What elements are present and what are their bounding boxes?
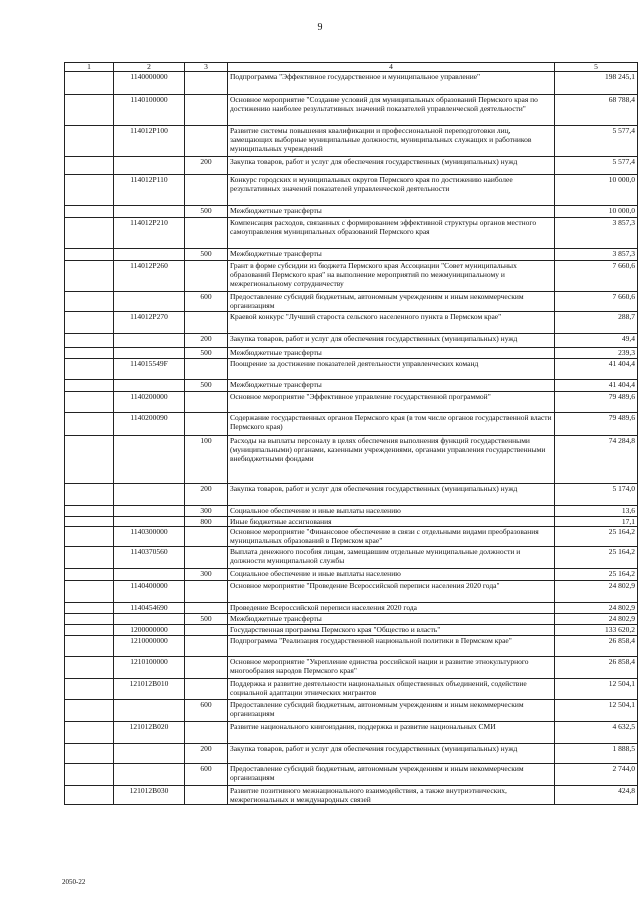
table-row [65, 261, 638, 292]
amount-cell: 7 660,6 [555, 292, 638, 312]
row-index-cell [65, 348, 114, 359]
expense-type-code-cell [185, 359, 228, 380]
item-name-cell: Закупка товаров, работ и услуг для обеспечения государственных (муниципальных) нужд [228, 157, 555, 175]
row-index-cell [65, 722, 114, 744]
table-row [65, 484, 638, 506]
table-row [65, 359, 638, 380]
expense-type-code-cell [185, 625, 228, 636]
target-article-code-cell [114, 249, 185, 261]
amount-cell: 5 174,0 [555, 484, 638, 506]
table-row [65, 614, 638, 625]
item-name-cell: Проведение Всероссийской переписи населения 2020 года [228, 603, 555, 614]
target-article-code-cell: 1210000000 [114, 636, 185, 657]
row-index-cell [65, 261, 114, 292]
table-row [65, 722, 638, 744]
item-name-cell: Закупка товаров, работ и услуг для обеспечения государственных (муниципальных) нужд [228, 744, 555, 764]
row-index-cell [65, 359, 114, 380]
target-article-code-cell [114, 506, 185, 517]
row-index-cell [65, 786, 114, 805]
item-name-cell: Развитие системы повышения квалификации и профессиональной переподготовки лиц, замещающих выборные муниципальные должности, муниципальных служащих и работников муниципальных учреждений [228, 126, 555, 157]
expense-type-code-cell: 600 [185, 700, 228, 722]
item-name-cell: Поощрение за достижение показателей деятельности управленческих команд [228, 359, 555, 380]
expense-type-code-cell: 500 [185, 380, 228, 392]
table-row [65, 175, 638, 206]
row-index-cell [65, 527, 114, 547]
target-article-code-cell [114, 700, 185, 722]
expense-type-code-cell [185, 95, 228, 126]
amount-cell: 25 164,2 [555, 547, 638, 569]
table-row [65, 636, 638, 657]
amount-cell: 5 577,4 [555, 126, 638, 157]
target-article-code-cell [114, 380, 185, 392]
expense-type-code-cell [185, 722, 228, 744]
target-article-code-cell [114, 764, 185, 786]
item-name-cell: Краевой конкурс "Лучший староста сельского населенного пункта в Пермском крае" [228, 312, 555, 334]
amount-cell: 3 857,3 [555, 218, 638, 249]
amount-cell: 1 888,5 [555, 744, 638, 764]
expense-type-code-cell [185, 636, 228, 657]
expense-type-code-cell [185, 312, 228, 334]
item-name-cell: Межбюджетные трансферты [228, 206, 555, 218]
row-index-cell [65, 700, 114, 722]
item-name-cell: Закупка товаров, работ и услуг для обеспечения государственных (муниципальных) нужд [228, 334, 555, 348]
table-row [65, 657, 638, 679]
target-article-code-cell: 114015549F [114, 359, 185, 380]
target-article-code-cell [114, 517, 185, 527]
expense-type-code-cell [185, 547, 228, 569]
amount-cell: 13,6 [555, 506, 638, 517]
item-name-cell: Конкурс городских и муниципальных округов Пермского края по достижению наиболее результативных значений показателей управленческой деятельности [228, 175, 555, 206]
item-name-cell: Грант в форме субсидии из бюджета Пермского края Ассоциации "Совет муниципальных образований Пермского края" на выполнение мероприятий по межмуниципальному и межрегиональному сотрудничеству [228, 261, 555, 292]
row-index-cell [65, 380, 114, 392]
row-index-cell [65, 581, 114, 603]
amount-cell: 24 802,9 [555, 614, 638, 625]
column-header-1: 1 [65, 63, 114, 72]
expense-type-code-cell: 200 [185, 484, 228, 506]
expense-type-code-cell [185, 657, 228, 679]
item-name-cell: Компенсация расходов, связанных с формированием эффективной структуры органов местного самоуправления муниципальных образований Пермского края [228, 218, 555, 249]
expense-type-code-cell [185, 218, 228, 249]
amount-cell: 12 504,1 [555, 679, 638, 700]
amount-cell: 79 489,6 [555, 392, 638, 413]
table-row [65, 334, 638, 348]
amount-cell: 41 404,4 [555, 380, 638, 392]
expense-type-code-cell [185, 392, 228, 413]
item-name-cell: Межбюджетные трансферты [228, 614, 555, 625]
item-name-cell: Подпрограмма "Эффективное государственное и муниципальное управление" [228, 72, 555, 95]
row-index-cell [65, 312, 114, 334]
row-index-cell [65, 157, 114, 175]
row-index-cell [65, 126, 114, 157]
target-article-code-cell: 1140200090 [114, 413, 185, 436]
table-row [65, 95, 638, 126]
table-row [65, 569, 638, 581]
target-article-code-cell: 1140100000 [114, 95, 185, 126]
row-index-cell [65, 625, 114, 636]
table-header-row [65, 63, 638, 72]
item-name-cell: Основное мероприятие "Укрепление единства российской нации и развитие этнокультурного многообразия народов Пермского края" [228, 657, 555, 679]
expense-type-code-cell: 100 [185, 436, 228, 484]
target-article-code-cell [114, 484, 185, 506]
table-row [65, 413, 638, 436]
item-name-cell: Расходы на выплаты персоналу в целях обеспечения выполнения функций государственными (муниципальными) органами, казенными учреждениями, органами управления государственными внебюджетными фондами [228, 436, 555, 484]
row-index-cell [65, 413, 114, 436]
target-article-code-cell [114, 614, 185, 625]
amount-cell: 4 632,5 [555, 722, 638, 744]
target-article-code-cell: 1140370560 [114, 547, 185, 569]
amount-cell: 68 788,4 [555, 95, 638, 126]
item-name-cell: Основное мероприятие "Финансовое обеспечение в связи с отдельными видами преобразования муниципальных образований в Пермском крае" [228, 527, 555, 547]
expense-type-code-cell [185, 786, 228, 805]
table-row [65, 764, 638, 786]
table-row [65, 547, 638, 569]
item-name-cell: Подпрограмма "Реализация государственной национальной политики в Пермском крае" [228, 636, 555, 657]
row-index-cell [65, 292, 114, 312]
target-article-code-cell: 1140000000 [114, 72, 185, 95]
target-article-code-cell [114, 348, 185, 359]
item-name-cell: Основное мероприятие "Создание условий для муниципальных образований Пермского края по достижению наиболее результативных значений показателей управленческой деятельности" [228, 95, 555, 126]
column-header-3: 3 [185, 63, 228, 72]
expense-type-code-cell: 500 [185, 206, 228, 218]
expense-type-code-cell [185, 527, 228, 547]
table-row [65, 206, 638, 218]
item-name-cell: Закупка товаров, работ и услуг для обеспечения государственных (муниципальных) нужд [228, 484, 555, 506]
item-name-cell: Предоставление субсидий бюджетным, автономным учреждениям и иным некоммерческим организациям [228, 292, 555, 312]
target-article-code-cell: 121012B010 [114, 679, 185, 700]
table-row [65, 700, 638, 722]
row-index-cell [65, 569, 114, 581]
amount-cell: 133 620,2 [555, 625, 638, 636]
target-article-code-cell: 1140300000 [114, 527, 185, 547]
amount-cell: 25 164,2 [555, 569, 638, 581]
item-name-cell: Предоставление субсидий бюджетным, автономным учреждениям и иным некоммерческим организациям [228, 700, 555, 722]
item-name-cell: Основное мероприятие "Проведение Всероссийской переписи населения 2020 года" [228, 581, 555, 603]
expense-type-code-cell [185, 603, 228, 614]
amount-cell: 25 164,2 [555, 527, 638, 547]
table-row [65, 292, 638, 312]
table-row [65, 506, 638, 517]
amount-cell: 17,1 [555, 517, 638, 527]
amount-cell: 10 000,0 [555, 175, 638, 206]
target-article-code-cell: 114012P260 [114, 261, 185, 292]
expense-type-code-cell: 600 [185, 764, 228, 786]
target-article-code-cell: 1140454690 [114, 603, 185, 614]
table-row [65, 436, 638, 484]
target-article-code-cell [114, 436, 185, 484]
amount-cell: 424,8 [555, 786, 638, 805]
row-index-cell [65, 436, 114, 484]
amount-cell: 24 802,9 [555, 581, 638, 603]
table-row [65, 348, 638, 359]
row-index-cell [65, 614, 114, 625]
expense-type-code-cell: 200 [185, 334, 228, 348]
table-row [65, 517, 638, 527]
amount-cell: 10 000,0 [555, 206, 638, 218]
row-index-cell [65, 218, 114, 249]
expense-type-code-cell: 300 [185, 506, 228, 517]
item-name-cell: Межбюджетные трансферты [228, 380, 555, 392]
amount-cell: 2 744,0 [555, 764, 638, 786]
table-row [65, 527, 638, 547]
row-index-cell [65, 249, 114, 261]
table-row [65, 218, 638, 249]
table-row [65, 679, 638, 700]
page-number: 9 [317, 22, 323, 33]
item-name-cell: Социальное обеспечение и иные выплаты населению [228, 569, 555, 581]
row-index-cell [65, 392, 114, 413]
item-name-cell: Выплата денежного пособия лицам, замещавшим отдельные муниципальные должности и должности муниципальной службы [228, 547, 555, 569]
expense-type-code-cell [185, 175, 228, 206]
row-index-cell [65, 657, 114, 679]
expense-type-code-cell [185, 72, 228, 95]
amount-cell: 49,4 [555, 334, 638, 348]
amount-cell: 79 489,6 [555, 413, 638, 436]
row-index-cell [65, 547, 114, 569]
amount-cell: 198 245,1 [555, 72, 638, 95]
target-article-code-cell: 1140200000 [114, 392, 185, 413]
amount-cell: 74 284,8 [555, 436, 638, 484]
row-index-cell [65, 517, 114, 527]
expense-type-code-cell [185, 261, 228, 292]
row-index-cell [65, 764, 114, 786]
item-name-cell: Содержание государственных органов Пермского края (в том числе органов государственной власти Пермского края) [228, 413, 555, 436]
target-article-code-cell [114, 334, 185, 348]
target-article-code-cell: 114012P210 [114, 218, 185, 249]
budget-table [64, 62, 638, 805]
expense-type-code-cell: 600 [185, 292, 228, 312]
table-row [65, 603, 638, 614]
row-index-cell [65, 506, 114, 517]
row-index-cell [65, 744, 114, 764]
target-article-code-cell: 1210100000 [114, 657, 185, 679]
expense-type-code-cell [185, 126, 228, 157]
row-index-cell [65, 95, 114, 126]
table-row [65, 392, 638, 413]
target-article-code-cell: 121012B030 [114, 786, 185, 805]
item-name-cell: Развитие национального книгоиздания, поддержка и развитие национальных СМИ [228, 722, 555, 744]
expense-type-code-cell: 500 [185, 348, 228, 359]
amount-cell: 3 857,3 [555, 249, 638, 261]
row-index-cell [65, 175, 114, 206]
target-article-code-cell: 114012P270 [114, 312, 185, 334]
target-article-code-cell [114, 157, 185, 175]
target-article-code-cell: 121012B020 [114, 722, 185, 744]
target-article-code-cell [114, 292, 185, 312]
row-index-cell [65, 679, 114, 700]
amount-cell: 26 858,4 [555, 657, 638, 679]
table-row [65, 72, 638, 95]
target-article-code-cell [114, 569, 185, 581]
row-index-cell [65, 636, 114, 657]
item-name-cell: Межбюджетные трансферты [228, 249, 555, 261]
table-row [65, 744, 638, 764]
expense-type-code-cell: 300 [185, 569, 228, 581]
table-row [65, 249, 638, 261]
item-name-cell: Иные бюджетные ассигнования [228, 517, 555, 527]
amount-cell: 41 404,4 [555, 359, 638, 380]
row-index-cell [65, 603, 114, 614]
expense-type-code-cell [185, 679, 228, 700]
row-index-cell [65, 72, 114, 95]
row-index-cell [65, 206, 114, 218]
table-row [65, 126, 638, 157]
item-name-cell: Поддержка и развитие деятельности национальных общественных объединений, содействие социальной адаптации этнических мигрантов [228, 679, 555, 700]
column-header-5: 5 [555, 63, 638, 72]
footer-code: 2050-22 [62, 878, 86, 886]
amount-cell: 239,3 [555, 348, 638, 359]
row-index-cell [65, 484, 114, 506]
amount-cell: 12 504,1 [555, 700, 638, 722]
table-row [65, 625, 638, 636]
item-name-cell: Межбюджетные трансферты [228, 348, 555, 359]
target-article-code-cell: 1200000000 [114, 625, 185, 636]
table-row [65, 786, 638, 805]
table-row [65, 157, 638, 175]
expense-type-code-cell: 500 [185, 614, 228, 625]
amount-cell: 288,7 [555, 312, 638, 334]
item-name-cell: Государственная программа Пермского края "Общество и власть" [228, 625, 555, 636]
expense-type-code-cell [185, 581, 228, 603]
item-name-cell: Основное мероприятие "Эффективное управление государственной программой" [228, 392, 555, 413]
target-article-code-cell: 114012P110 [114, 175, 185, 206]
table-row [65, 380, 638, 392]
target-article-code-cell [114, 744, 185, 764]
amount-cell: 26 858,4 [555, 636, 638, 657]
item-name-cell: Развитие позитивного межнационального взаимодействия, а также внутриэтнических, межрегиональных и международных связей [228, 786, 555, 805]
expense-type-code-cell: 800 [185, 517, 228, 527]
amount-cell: 5 577,4 [555, 157, 638, 175]
amount-cell: 24 802,9 [555, 603, 638, 614]
table-row [65, 581, 638, 603]
expense-type-code-cell [185, 413, 228, 436]
amount-cell: 7 660,6 [555, 261, 638, 292]
expense-type-code-cell: 200 [185, 157, 228, 175]
column-header-4: 4 [228, 63, 555, 72]
expense-type-code-cell: 200 [185, 744, 228, 764]
item-name-cell: Предоставление субсидий бюджетным, автономным учреждениям и иным некоммерческим организациям [228, 764, 555, 786]
item-name-cell: Социальное обеспечение и иные выплаты населению [228, 506, 555, 517]
target-article-code-cell: 1140400000 [114, 581, 185, 603]
expense-type-code-cell: 500 [185, 249, 228, 261]
target-article-code-cell: 114012P100 [114, 126, 185, 157]
row-index-cell [65, 334, 114, 348]
target-article-code-cell [114, 206, 185, 218]
table-row [65, 312, 638, 334]
column-header-2: 2 [114, 63, 185, 72]
